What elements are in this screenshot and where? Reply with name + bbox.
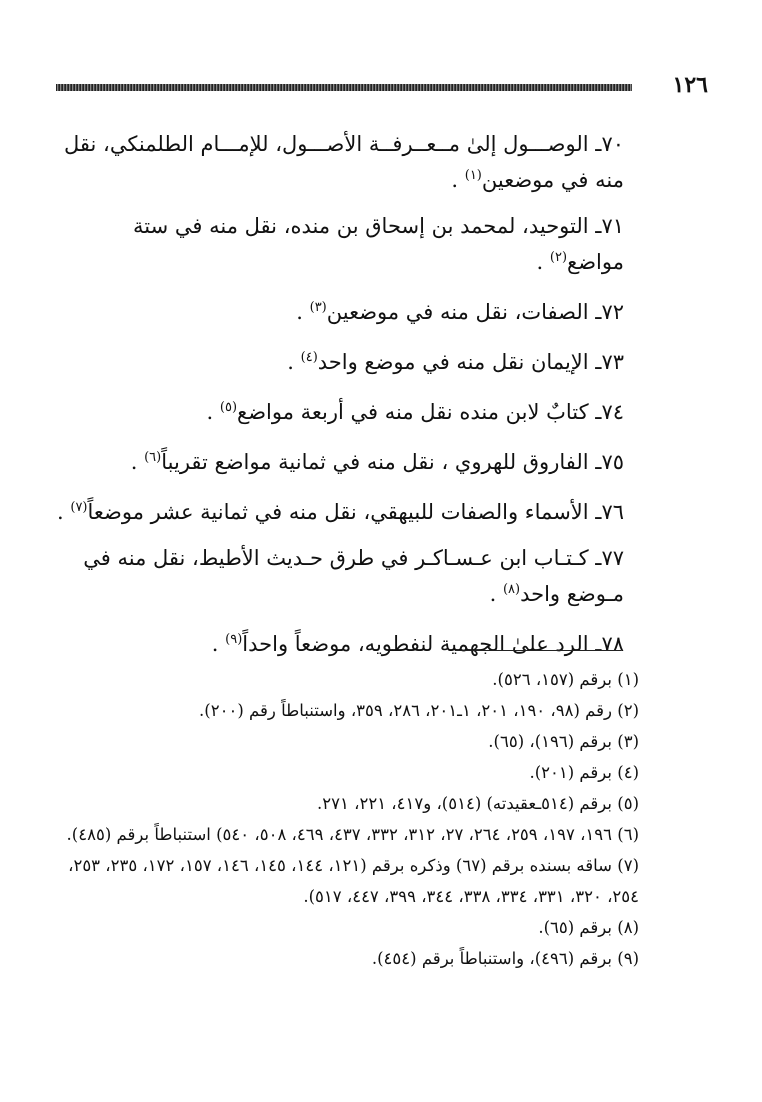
footnote-ref[interactable]: (٧) xyxy=(70,500,88,515)
footnote-divider xyxy=(455,650,621,651)
footnote: (٩) برقم (٤٩٦)، واستنباطاً برقم (٤٥٤). xyxy=(371,949,639,968)
footnote: (٢) رقم (٩٨، ١٩٠، ٢٠١، ١ـ٢٠١، ٢٨٦، ٣٥٩، واستنباطاً رقم (٢٠٠). xyxy=(199,701,639,720)
list-item: ٧٠ـ الوصـــول إلىٰ مــعــرفــة الأصـــول، للإمـــام الطلمنكي، نقل منه في موضعين$^{(١)}$ . xyxy=(64,132,624,192)
footnote: (٤) برقم (٢٠١). xyxy=(529,763,639,782)
header-rule xyxy=(56,84,632,91)
footnote-ref[interactable]: (٥) xyxy=(219,400,238,415)
footnote-ref[interactable]: (٣) xyxy=(309,300,327,315)
footnote: (٣) برقم (١٩٦)، (٦٥). xyxy=(488,732,639,751)
footnote-ref[interactable]: (٢) xyxy=(549,250,568,265)
footnote: (١) برقم (١٥٧، ٥٢٦). xyxy=(492,670,639,689)
entries-list xyxy=(54,128,624,674)
page-number: ١٢٦ xyxy=(672,72,708,98)
footnote-ref[interactable]: (٩) xyxy=(225,632,243,647)
footnote: (٥) برقم (٥١٤ـعقيدته) (٥١٤)، و٤١٧، ٢٢١، ٢٧١. xyxy=(317,794,639,813)
list-item: ٧٥ـ الفاروق للهروي ، نقل منه في ثمانية مواضع تقريباً$^{(٦)}$ . xyxy=(130,450,624,474)
footnote-ref[interactable]: (٤) xyxy=(300,350,318,365)
list-item: ٧٣ـ الإيمان نقل منه في موضع واحد$^{(٤)}$ . xyxy=(287,350,624,374)
page-header xyxy=(56,74,708,98)
list-item: ٧٧ـ كـتـاب ابن عـسـاكـر في طرق حـديث الأطيط، نقل منه في مـوضع واحد$^{(٨)}$ . xyxy=(83,546,624,606)
list-item: ٧٦ـ الأسماء والصفات للبيهقي، نقل منه في ثمانية عشر موضعاً$^{(٧)}$ . xyxy=(56,500,624,524)
footnote-ref[interactable]: (١) xyxy=(464,168,482,183)
list-item: ٧١ـ التوحيد، لمحمد بن إسحاق بن منده، نقل منه في ستة مواضع$^{(٢)}$ . xyxy=(133,214,624,274)
list-item: ٧٨ـ الرد علىٰ الجهمية لنفطويه، موضعاً واحداً$^{(٩)}$ . xyxy=(211,632,624,656)
footnote: (٨) برقم (٦٥). xyxy=(538,918,639,937)
list-item: ٧٢ـ الصفات، نقل منه في موضعين$^{(٣)}$ . xyxy=(296,300,624,324)
footnote-ref[interactable]: (٦) xyxy=(144,450,162,465)
footnote-ref[interactable]: (٨) xyxy=(502,582,521,597)
footnotes xyxy=(54,664,639,974)
footnote: (٦) ١٩٦، ١٩٧، ٢٥٩، ٢٦٤، ٢٧، ٣١٢، ٣٣٢، ٤٣٧، ٤٦٩، ٥٠٨، ٥٤٠) استنباطاً برقم (٤٨٥). xyxy=(66,825,639,844)
footnote: (٧) ساقه بسنده برقم (٦٧) وذكره برقم (١٢١، ١٤٤، ١٤٥، ١٤٦، ١٥٧، ١٧٢، ٢٣٥، ٢٥٣، ٢٥٤، ٣٢٠، ٣٣١، ٣٣٤، ٣٣٨، ٣٤٤، ٣٩٩، ٤٤٧، ٥١٧). xyxy=(68,856,639,906)
list-item: ٧٤ـ كتابٌ لابن منده نقل منه في أربعة مواضع$^{(٥)}$ . xyxy=(206,400,624,424)
